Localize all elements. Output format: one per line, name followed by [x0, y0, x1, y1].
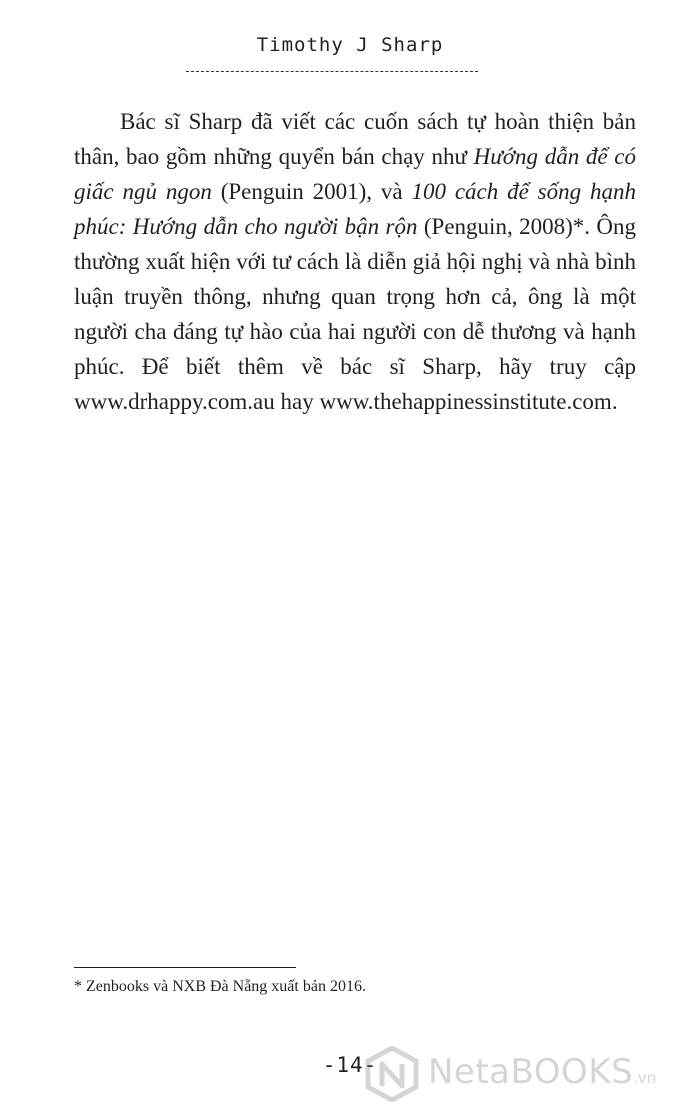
footnote-separator	[74, 967, 296, 968]
body-paragraph	[74, 104, 636, 419]
watermark-suffix: .vn	[633, 1069, 657, 1087]
page-number: -14-	[322, 1053, 378, 1077]
footnote: * Zenbooks và NXB Đà Nẵng xuất bản 2016.	[74, 978, 366, 995]
header-dashed-rule	[186, 71, 478, 72]
body-text-part-1: Bác sĩ Sharp đã viết các cuốn sách tự hoàn thiện bản thân, bao gồm những quyển bán chạy như	[74, 109, 636, 169]
body-text-part-3: (Penguin, 2008)*. Ông thường xuất hiện với tư cách là diễn giả hội nghị và nhà bình luận truyền thông, nhưng quan trọng hơn cả, ông là một người cha đáng tự hào của hai người con dễ thương và hạnh phúc. Để biết thêm về bác sĩ Sharp, hãy truy cập www.drhappy.com.au hay www.thehappinessinstitute.com.	[74, 214, 636, 414]
watermark	[364, 1042, 694, 1106]
watermark-brand: NetaBOOKS	[428, 1052, 634, 1092]
book-title-sleep-guide: Hướng dẫn để có giấc ngủ ngon	[74, 144, 636, 204]
body-text-part-2: (Penguin 2001), và	[211, 179, 412, 204]
netabooks-logo-icon	[364, 1046, 420, 1102]
watermark-text	[428, 1052, 656, 1092]
book-title-100-ways: 100 cách để sống hạnh phúc: Hướng dẫn cho người bận rộn	[74, 179, 636, 239]
running-head-title: Timothy J Sharp	[256, 34, 444, 56]
